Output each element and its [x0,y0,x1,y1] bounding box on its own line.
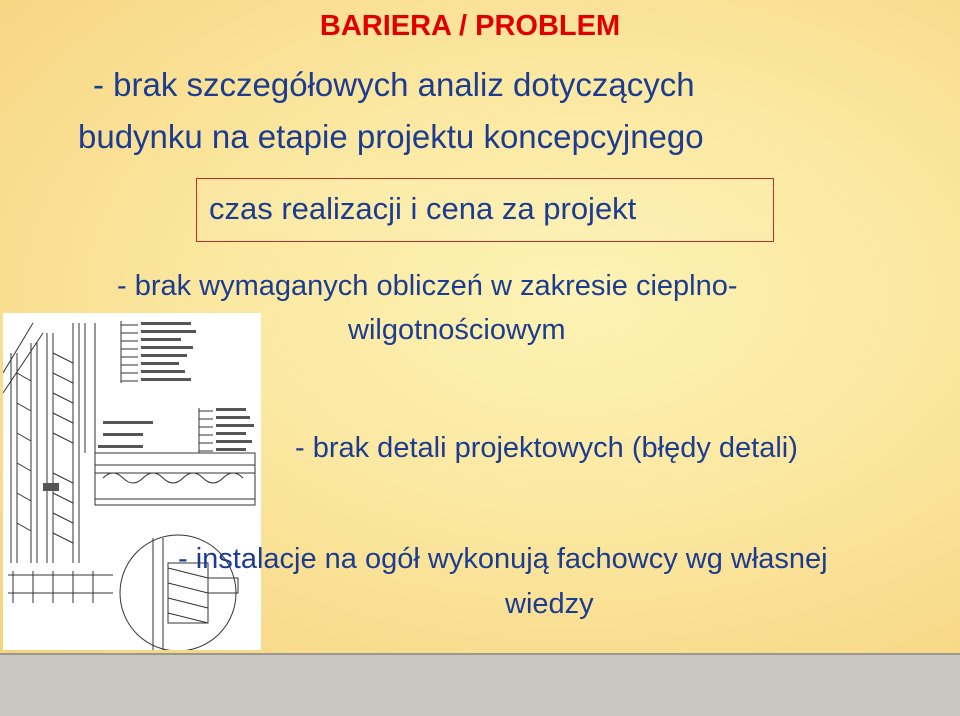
footer-band [0,655,960,716]
slide-title: BARIERA / PROBLEM [319,10,621,42]
point-4-line-2: wiedzy [505,588,594,620]
point-1-line-2: budynku na etapie projektu koncepcyjnego [78,118,704,155]
point-4-line-1: - instalacje na ogół wykonują fachowcy wg własnej [178,543,828,575]
highlight-box-text: czas realizacji i cena za projekt [209,191,637,226]
construction-detail-drawing [3,313,261,650]
point-2-line-1: - brak wymaganych obliczeń w zakresie cieplno- [117,270,738,302]
drawing-svg [3,313,261,650]
highlight-box [196,178,774,242]
point-2-line-2: wilgotnościowym [348,314,566,346]
point-3: - brak detali projektowych (błędy detali) [295,432,798,464]
point-1-line-1: - brak szczegółowych analiz dotyczących [93,66,695,103]
